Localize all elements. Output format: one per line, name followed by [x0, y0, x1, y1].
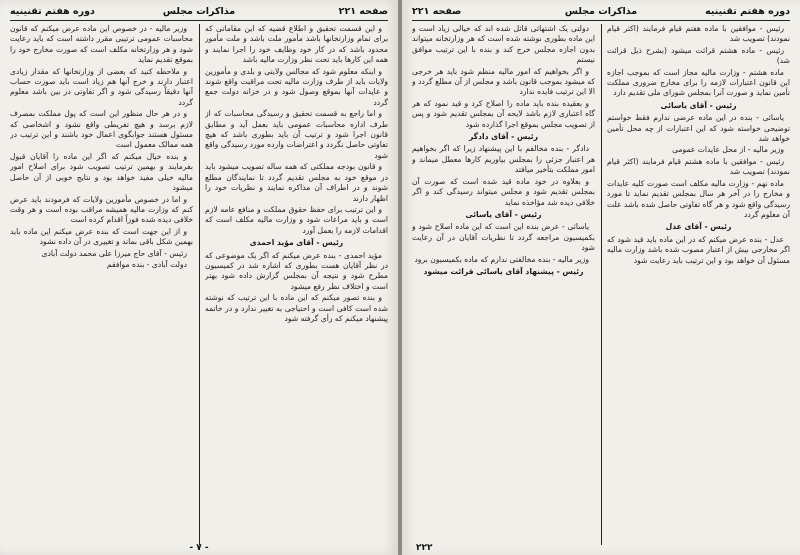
text-paragraph: و بنده خیال میکنم که اگر این ماده را آقایان قبول بفرمایند و بهمین ترتیب تصویب شود برای اصلاح امور مالیه خیلی مفید خواهد بود و نتایج خوبی از آن حاصل میشود — [10, 151, 193, 193]
text-paragraph: و این ترتیب برای حفظ حقوق مملکت و منافع عامه لازم است و باید مراعات شود و وزارت مالیه مکلف است که اقدامات لازمه را بعمل آورد — [205, 204, 388, 235]
left-page — [0, 0, 399, 555]
right-page-folio: ۲۲۲ — [416, 543, 433, 553]
text-paragraph: و در هر حال منظور این است که پول مملکت بمصرف لازم برسد و هیچ تفریطی واقع نشود و اشخاصی که مسئول هستند جوابگوی اعمال خود باشند و این ترتیب در همه ممالک معمول است — [10, 109, 193, 150]
text-paragraph: دادگر - بنده مخالفم با این پیشنهاد زیرا که اگر بخواهیم هر اعتبار جزئی را بمجلس بیاوریم کارها معطل میماند و امور مملکت بتأخیر میافتد — [412, 144, 595, 175]
text-paragraph: ماده نهم - وزارت مالیه مکلف است صورت کلیه عایدات و مخارج را در آخر هر سال بمجلس تقدیم نماید تا مورد رسیدگی واقع شود و هر گاه تفاوتی حاصل شده باشد علت آن معلوم گردد — [607, 178, 790, 219]
text-paragraph: رئیس - موافقین با ماده هشتم قیام فرمایند (اکثر قیام نمودند) تصویب شد — [607, 156, 790, 177]
text-paragraph: و بعقیده بنده باید ماده را اصلاح کرد و قید نمود که هر گاه اعتباری لازم باشد لایحه آن بمجلس تقدیم شود و پس از تصویب مجلس بموقع اجرا گذارده شود — [412, 98, 595, 129]
column-divider — [199, 24, 200, 545]
text-paragraph: و بنده تصور میکنم که این ماده با این ترتیب که نوشته شده است کافی است و احتیاجی به تغییر ندارد و در خاتمه پیشنهاد میکنم که رأی گرفته شود — [205, 293, 388, 323]
text-paragraph: و از این جهت است که بنده عرض میکنم این ماده باید بهمین شکل باقی بماند و تغییری در آن داده نشود — [10, 226, 193, 247]
text-paragraph: دولتی یک اشتهائی قائل شده اند که خیالی زیاد است و این ماده بطوری نوشته شده است که هر وزارتخانه میتواند بدون اجازه مجلس خرج کند و بنده با این ترتیب موافق نیستم — [412, 24, 595, 65]
text-paragraph: وزیر مالیه - از محل عایدات عمومی — [672, 145, 784, 155]
right-header-page-number: صفحه ۲۲۱ — [412, 6, 462, 17]
text-paragraph: و اینکه معلوم شود که مجالس ولایتی و بلدی و مأمورین ولایات باید از طرف وزارت مالیه تحت مراقبت واقع شوند و عایدات آنها بموقع وصول شود و در خزانه دولت جمع گردد — [205, 66, 388, 107]
right-column-right — [607, 24, 790, 545]
left-page-columns — [10, 24, 388, 545]
left-page-header — [10, 6, 388, 21]
column-divider — [601, 24, 602, 545]
text-paragraph: و اگر بخواهیم که امور مالیه منظم شود باید هر خرجی که میشود بموجب قانون باشد و مجلس از آن مطلع گردد و الا این ترتیب فایده ندارد — [412, 66, 595, 97]
text-paragraph: یاسائی - عرض بنده این است که این ماده اصلاح شود و بکمیسیون مراجعه گردد تا نظریات آقایان در آن رعایت شود — [412, 222, 595, 253]
text-paragraph: و اما راجع به قسمت تحقیق و رسیدگی محاسبات که از طرف اداره محاسبات عمومی باید بعمل آید و مطابق قانون اجرا شود و ترتیب آن باید بطوری باشد که هیچ تفاوتی حاصل نگردد و اعتراضات وارده مورد رسیدگی واقع شود — [205, 109, 388, 160]
right-header-session: دوره هفتم تقنینیه — [705, 6, 790, 17]
right-page — [402, 0, 800, 555]
text-paragraph: یاسائی - بنده در این ماده عرضی ندارم فقط خواستم توضیحی خواسته شود که این اعتبارات از چه محل تأمین خواهد شد — [607, 113, 790, 144]
left-page-folio: - ۷ - — [189, 543, 209, 553]
left-header-page-number: صفحه ۲۲۱ — [338, 6, 388, 17]
text-paragraph: رئیس - آقای دادگر — [468, 132, 539, 142]
right-page-columns — [412, 24, 790, 545]
text-paragraph: وزیر مالیه - در خصوص این ماده عرض میکنم که قانون محاسبات عمومی ترتیبی مقرر داشته است که باید رعایت شود و هر وزارتخانه مکلف است که صورت مخارج خود را بموقع تقدیم نماید — [10, 24, 193, 65]
left-column-left — [10, 24, 193, 545]
text-paragraph: وزیر مالیه - بنده مخالفتی ندارم که ماده بکمیسیون برود — [414, 254, 589, 264]
right-header-title: مذاکرات مجلس — [564, 6, 638, 17]
text-paragraph: و بعلاوه در خود ماده قید شده است که صورت آن بمجلس تقدیم شود و مجلس میتواند رسیدگی کند و اگر خلافی دیده شد مؤاخذه نماید — [412, 176, 595, 207]
text-paragraph: مؤید احمدی - بنده عرض میکنم که اگر یک موضوعی که در نظر آقایان هست بطوری که اشاره شد در کمیسیون مطرح شود و نتیجه آن بمجلس گزارش داده شود بهتر است و اختلاف نظر رفع میشود — [205, 250, 388, 291]
text-paragraph: عدل - بنده عرض میکنم که در این ماده باید قید شود که اگر مخارجی بیش از اعتبار مصوب شده باشد وزارت مالیه مسئول آن خواهد بود و این ترتیب باید رعایت شود — [607, 234, 790, 265]
text-paragraph: رئیس - آقای حاج میرزا علی محمد دولت آبادی — [41, 248, 187, 258]
left-column-right — [205, 24, 388, 545]
text-paragraph: رئیس - آقای عدل — [665, 222, 732, 232]
text-paragraph: و قانون بودجه مملکتی که همه ساله تصویب میشود باید در موقع خود به مجلس تقدیم گردد تا نمایندگان مطلع شوند و در اطراف آن مذاکره نمایند و نظریات خود را اظهار دارند — [205, 162, 388, 203]
text-paragraph: و این قسمت تحقیق و اطلاع قضیه که این مقاماتی که برای تمام وزارتخانها باشد مأمور ملت باشد و ملت مأمور محدود باشد که در کار خود وظایف خود را اجرا نمایند و همه این کارها باید تحت نظر وزارت مالیه باشد — [205, 24, 388, 65]
text-paragraph: رئیس - پیشنهاد آقای یاسائی قرائت میشود — [423, 266, 584, 276]
left-header-title: مذاکرات مجلس — [162, 6, 236, 17]
text-paragraph: رئیس - ماده هشتم قرائت میشود (بشرح ذیل قرائت شد) — [607, 45, 790, 66]
text-paragraph: دولت آبادی - بنده موافقم — [106, 259, 187, 269]
text-paragraph: و اما در خصوص مأمورین ولایات که فرمودند باید عرض کنم که وزارت مالیه همیشه مراقب بوده است و هر وقت خلافی دیده شده فوراً اقدام کرده است — [10, 194, 193, 225]
right-page-header — [412, 6, 790, 21]
text-paragraph: رئیس - آقای مؤید احمدی — [249, 238, 344, 248]
text-paragraph: ماده هشتم - وزارت مالیه مجاز است که بموجب اجازه این قانون اعتبارات لازمه را برای مخارج ضروری مملکت تأمین نماید و صورت آنرا بمجلس شورای ملی تقدیم دارد — [607, 67, 790, 98]
text-paragraph: و ملاحظه کنید که بعضی از وزارتخانها که مقدار زیادی اعتبار دارند و خرج آنها هم زیاد است باید صورت حساب آنها دقیقاً رسیدگی شود و اگر تفاوتی در بین باشد معلوم گردد — [10, 66, 193, 107]
right-column-left — [412, 24, 595, 545]
text-paragraph: رئیس - آقای یاسائی — [465, 209, 542, 219]
text-paragraph: رئیس - موافقین با ماده هفتم قیام فرمایند (اکثر قیام نمودند) تصویب شد — [607, 24, 790, 44]
left-header-session: دوره هفتم تقنینیه — [10, 6, 95, 17]
text-paragraph: رئیس - آقای یاسائی — [660, 100, 737, 110]
